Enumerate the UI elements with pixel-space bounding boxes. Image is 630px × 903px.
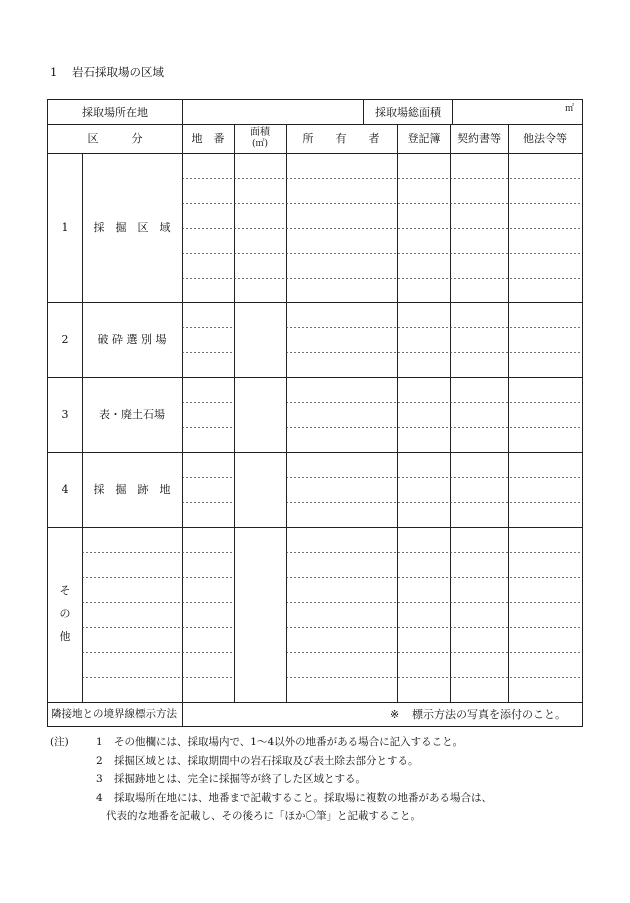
photo-attachment-note: 標示方法の写真を添付のこと。 [412, 708, 566, 721]
note-text: 採掘区域とは、採取期間中の岩石採取及び表土除去部分とする。 [114, 754, 419, 767]
col-contract: 契約書等 [457, 132, 501, 145]
row-label-excavated-site: 採 掘 跡 地 [93, 483, 171, 496]
note-number: 2 [96, 754, 103, 767]
reference-mark: ※ [390, 708, 400, 721]
row-label-crushing-site: 破 砕 選 別 場 [97, 333, 167, 346]
row-label-excavation-area: 採 掘 区 域 [93, 221, 171, 234]
note-number: 4 [96, 791, 103, 804]
notes-lead: (注) [50, 736, 69, 748]
col-area: 面積 [250, 127, 270, 138]
location-label: 採取場所在地 [82, 106, 148, 119]
col-category: 区 分 [87, 132, 143, 145]
dotted-row-lines [82, 179, 582, 678]
row-label-other-char: 他 [59, 630, 71, 643]
col-lot: 地 番 [191, 132, 225, 145]
note-text: 採掘跡地とは、完全に採掘等が終了した区域とする。 [114, 773, 366, 785]
row-number: 2 [61, 333, 69, 346]
boundary-method-label: 隣接地との境界線標示方法 [51, 708, 177, 720]
row-number: 4 [61, 483, 69, 496]
row-label-other-char: の [59, 607, 71, 620]
notes-section [50, 733, 492, 826]
section-number: 1 [50, 65, 58, 79]
total-area-label: 採取場総面積 [375, 106, 441, 119]
col-other-laws: 他法令等 [523, 132, 567, 145]
note-continuation: 代表的な地番を記載し、その後ろに「ほか〇筆」と記載すること。 [106, 810, 421, 822]
note-text: 採取場所在地には、地番まで記載すること。採取場に複数の地番がある場合は、 [114, 791, 492, 804]
row-label-other-char: そ [59, 584, 71, 597]
note-number: 3 [96, 773, 103, 785]
col-registry: 登記簿 [407, 132, 441, 145]
row-label-waste-soil-site: 表・廃土石場 [99, 408, 165, 421]
row-number: 3 [61, 408, 69, 421]
col-area-unit: (㎡) [251, 139, 269, 149]
note-number: 1 [96, 736, 103, 748]
area-unit: ㎡ [565, 104, 575, 114]
note-text: その他欄には、採取場内で、1～4以外の地番がある場合に記入すること。 [114, 736, 464, 748]
note-item [50, 733, 492, 752]
note-item [50, 770, 492, 789]
col-owner: 所 有 者 [302, 132, 380, 145]
note-item [50, 789, 492, 808]
note-item [50, 752, 492, 771]
row-number: 1 [61, 221, 69, 234]
section-title-text: 岩石採取場の区域 [72, 65, 164, 79]
